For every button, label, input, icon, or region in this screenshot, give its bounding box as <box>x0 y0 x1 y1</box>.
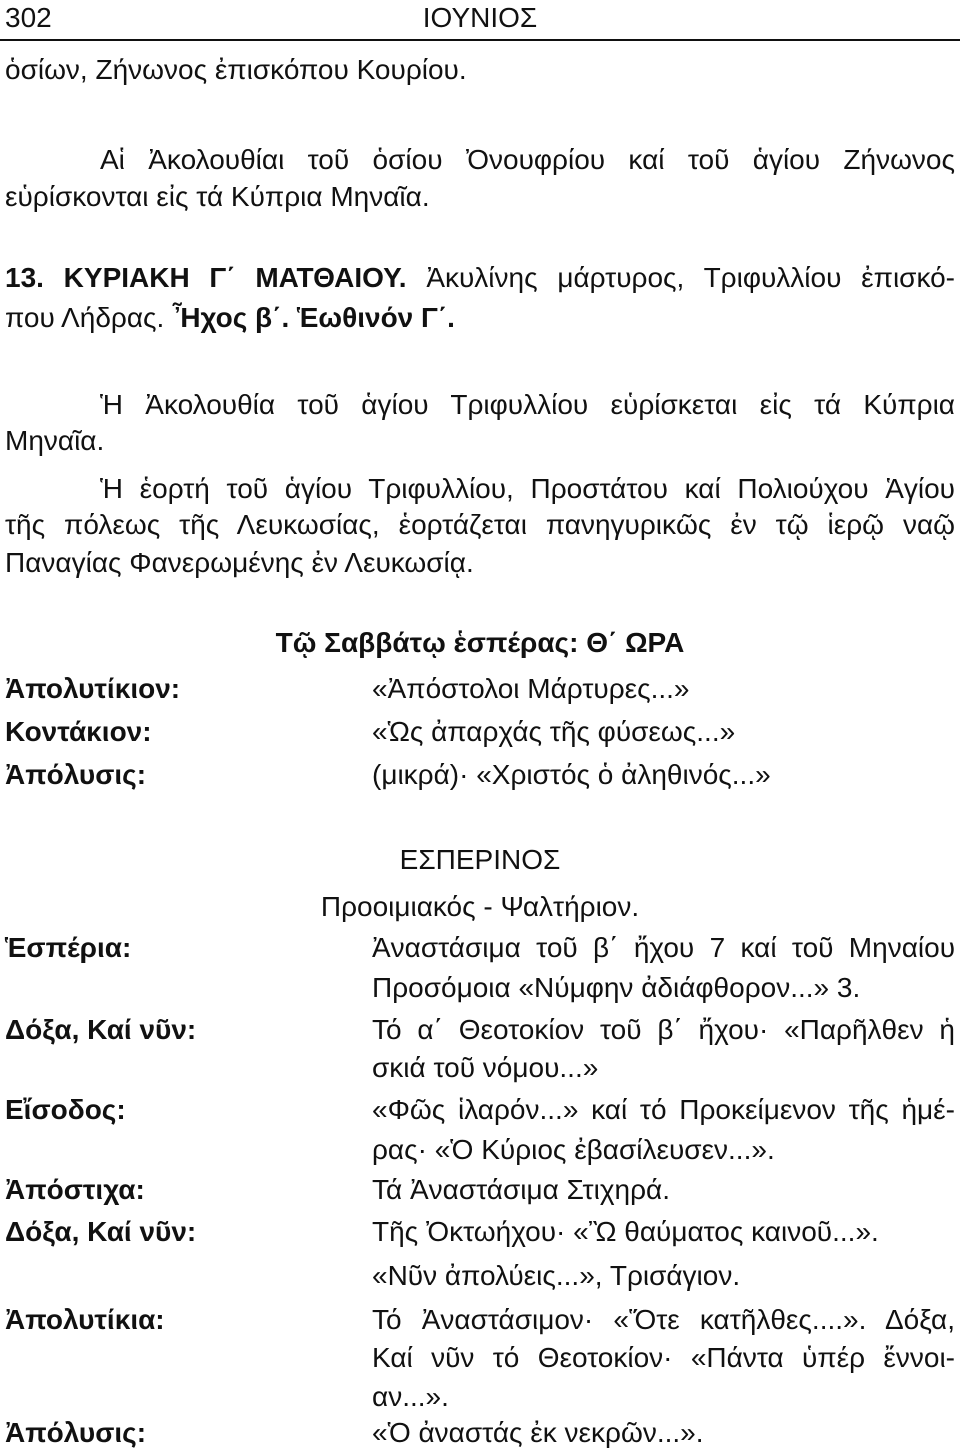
day-entry-title: 13. ΚΥΡΙΑΚΗ Γ΄ ΜΑΤΘΑΙΟΥ. <box>5 262 407 293</box>
running-title: ΙΟΥΝΙΟΣ <box>422 2 538 33</box>
vespers-row-text: σκιά τοῦ νόμου...» <box>372 1052 599 1083</box>
saturday-row-label: Κοντάκιον: <box>5 716 152 747</box>
vespers-row-label: Δόξα, Καί νῦν: <box>5 1014 197 1045</box>
day-entry-saints: Ἀκυλίνης μάρτυρος, Τριφυλλίου ἐπισκό- <box>426 262 956 293</box>
saturday-row-label: Ἀπόλυσις: <box>5 759 147 790</box>
vespers-row-label: Δόξα, Καί νῦν: <box>5 1216 197 1247</box>
vespers-row-text: αν...». <box>372 1381 449 1412</box>
akolouthies-note-line-1: Αἱ Ἀκολουθίαι τοῦ ὁσίου Ὀνουφρίου καί τοῦ ἁγίου Ζήνωνος <box>100 144 955 175</box>
vespers-row-text: Τῆς Ὀκτωήχου· «Ὢ θαύματος καινοῦ...». <box>372 1216 879 1247</box>
akolouthies-note-line-2: εὑρίσκονται εἰς τά Κύπρια Μηναῖα. <box>5 181 430 212</box>
vespers-row-text: Ἀναστάσιμα τοῦ β΄ ἤχου 7 καί τοῦ Μηναίου <box>372 932 955 963</box>
day-note-2-line-3: Παναγίας Φανερωμένης ἐν Λευκωσίᾳ. <box>5 547 474 578</box>
vespers-subheading: Προοιμιακός - Ψαλτήριον. <box>320 891 640 922</box>
vespers-row-text: Τά Ἀναστάσιμα Στιχηρά. <box>372 1174 671 1205</box>
vespers-row-label: Ἑσπέρια: <box>5 932 132 963</box>
day-note-2-line-2: τῆς πόλεως τῆς Λευκωσίας, ἑορτάζεται πανηγυρικῶς ἐν τῷ ἱερῷ ναῷ <box>5 509 955 540</box>
vespers-row-text: Τό α΄ Θεοτοκίον τοῦ β΄ ἤχου· «Παρῆλθεν ἡ <box>372 1014 955 1045</box>
day-note-2-line-1: Ἡ ἑορτή τοῦ ἁγίου Τριφυλλίου, Προστάτου καί Πολιούχου Ἁγίου <box>100 473 955 504</box>
vespers-row-label: Ἀπόλυσις: <box>5 1417 147 1448</box>
vespers-row-text: «Φῶς ἱλαρόν...» καί τό Προκείμενον τῆς ἡμέ- <box>372 1094 955 1125</box>
saturday-row-text: «Ἀπόστολοι Μάρτυρες...» <box>372 673 690 704</box>
saturday-row-text: (μικρά)· «Χριστός ὁ ἀληθινός...» <box>372 759 771 790</box>
saturday-row-label: Ἀπολυτίκιον: <box>5 673 181 704</box>
day-note-1-line-1: Ἡ Ἀκολουθία τοῦ ἁγίου Τριφυλλίου εὑρίσκεται εἰς τά Κύπρια <box>100 389 955 420</box>
vespers-row-text: Καί νῦν τό Θεοτοκίον· «Πάντα ὑπέρ ἔννοι- <box>372 1342 955 1373</box>
vespers-row-label: Ἀπολυτίκια: <box>5 1304 165 1335</box>
vespers-row-text: Τό Ἀναστάσιμον· «Ὅτε κατῆλθες....». Δόξα, <box>372 1304 955 1335</box>
vespers-row-label: Ἀπόστιχα: <box>5 1174 145 1205</box>
day-entry-line-1 <box>5 260 955 296</box>
vespers-row-text: ρας· «Ὁ Κύριος ἐβασίλευσεν...». <box>372 1134 775 1165</box>
vespers-row-text: «Ὁ ἀναστάς ἐκ νεκρῶν...». <box>372 1417 704 1448</box>
day-note-1-line-2: Μηναῖα. <box>5 425 105 456</box>
continuation-line: ὁσίων, Ζήνωνος ἐπισκόπου Κουρίου. <box>5 54 467 85</box>
vespers-heading: ΕΣΠΕΡΙΝΟΣ <box>399 844 561 875</box>
vespers-row-text: «Νῦν ἀπολύεις...», Τρισάγιον. <box>372 1260 741 1291</box>
vespers-row-label: Εἴσοδος: <box>5 1094 126 1125</box>
vespers-row-text: Προσόμοια «Νύμφην ἀδιάφθορον...» 3. <box>372 972 861 1003</box>
header-rule <box>0 39 960 41</box>
tone-and-eothinon: Ἦχος β΄. Ἑωθινόν Γ΄. <box>172 302 455 333</box>
day-entry-line-2 <box>5 300 455 336</box>
saturday-row-text: «Ὡς ἀπαρχάς τῆς φύσεως...» <box>372 716 736 747</box>
saturday-evening-heading: Τῷ Σαββάτῳ ἑσπέρας: Θ΄ ΩΡΑ <box>275 627 685 658</box>
page-number: 302 <box>5 2 52 33</box>
day-entry-saints-continued: που Λήδρας. <box>5 302 165 333</box>
